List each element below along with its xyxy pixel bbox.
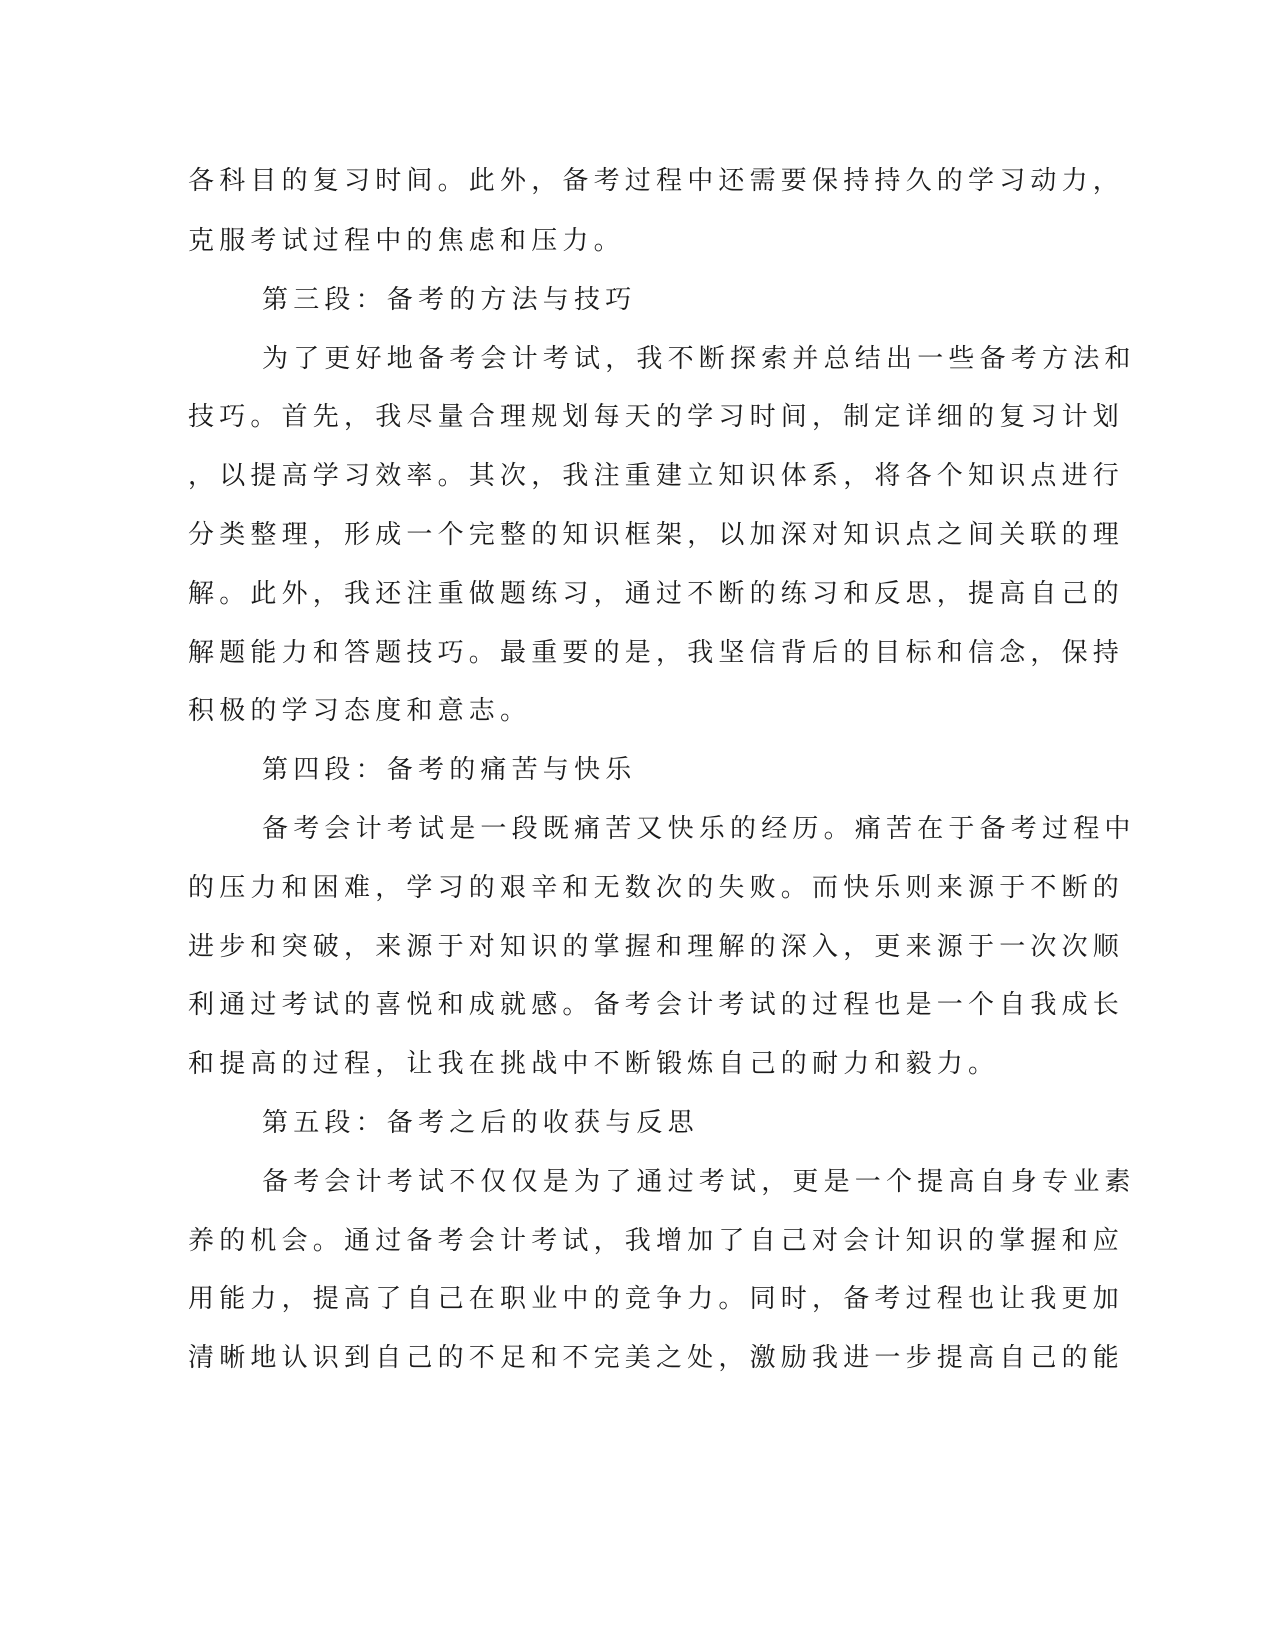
text-line: 技巧。首先，我尽量合理规划每天的学习时间，制定详细的复习计划 xyxy=(188,402,1125,432)
text-line: 为了更好地备考会计考试，我不断探索并总结出一些备考方法和 xyxy=(262,344,1136,374)
section-heading: 第五段：备考之后的收获与反思 xyxy=(262,1108,699,1138)
text-line: 养的机会。通过备考会计考试，我增加了自己对会计知识的掌握和应 xyxy=(188,1226,1125,1256)
text-line: 各科目的复习时间。此外，备考过程中还需要保持持久的学习动力， xyxy=(188,166,1125,196)
text-line: 积极的学习态度和意志。 xyxy=(188,696,532,726)
text-line: 和提高的过程，让我在挑战中不断锻炼自己的耐力和毅力。 xyxy=(188,1049,1000,1079)
text-line: 备考会计考试是一段既痛苦又快乐的经历。痛苦在于备考过程中 xyxy=(262,814,1136,844)
text-line: 分类整理，形成一个完整的知识框架，以加深对知识点之间关联的理 xyxy=(188,520,1125,550)
section-heading: 第四段：备考的痛苦与快乐 xyxy=(262,755,637,785)
text-line: 的压力和困难，学习的艰辛和无数次的失败。而快乐则来源于不断的 xyxy=(188,873,1125,903)
section-heading: 第三段：备考的方法与技巧 xyxy=(262,285,637,315)
text-line: 解题能力和答题技巧。最重要的是，我坚信背后的目标和信念，保持 xyxy=(188,638,1125,668)
text-line: 克服考试过程中的焦虑和压力。 xyxy=(188,226,625,256)
text-line: 用能力，提高了自己在职业中的竞争力。同时，备考过程也让我更加 xyxy=(188,1284,1125,1314)
text-line: 进步和突破，来源于对知识的掌握和理解的深入，更来源于一次次顺 xyxy=(188,932,1125,962)
text-line: 利通过考试的喜悦和成就感。备考会计考试的过程也是一个自我成长 xyxy=(188,990,1125,1020)
text-line: 清晰地认识到自己的不足和不完美之处，激励我进一步提高自己的能 xyxy=(188,1343,1125,1373)
text-line: ，以提高学习效率。其次，我注重建立知识体系，将各个知识点进行 xyxy=(188,461,1125,491)
text-line: 解。此外，我还注重做题练习，通过不断的练习和反思，提高自己的 xyxy=(188,579,1125,609)
text-line: 备考会计考试不仅仅是为了通过考试，更是一个提高自身专业素 xyxy=(262,1167,1136,1197)
